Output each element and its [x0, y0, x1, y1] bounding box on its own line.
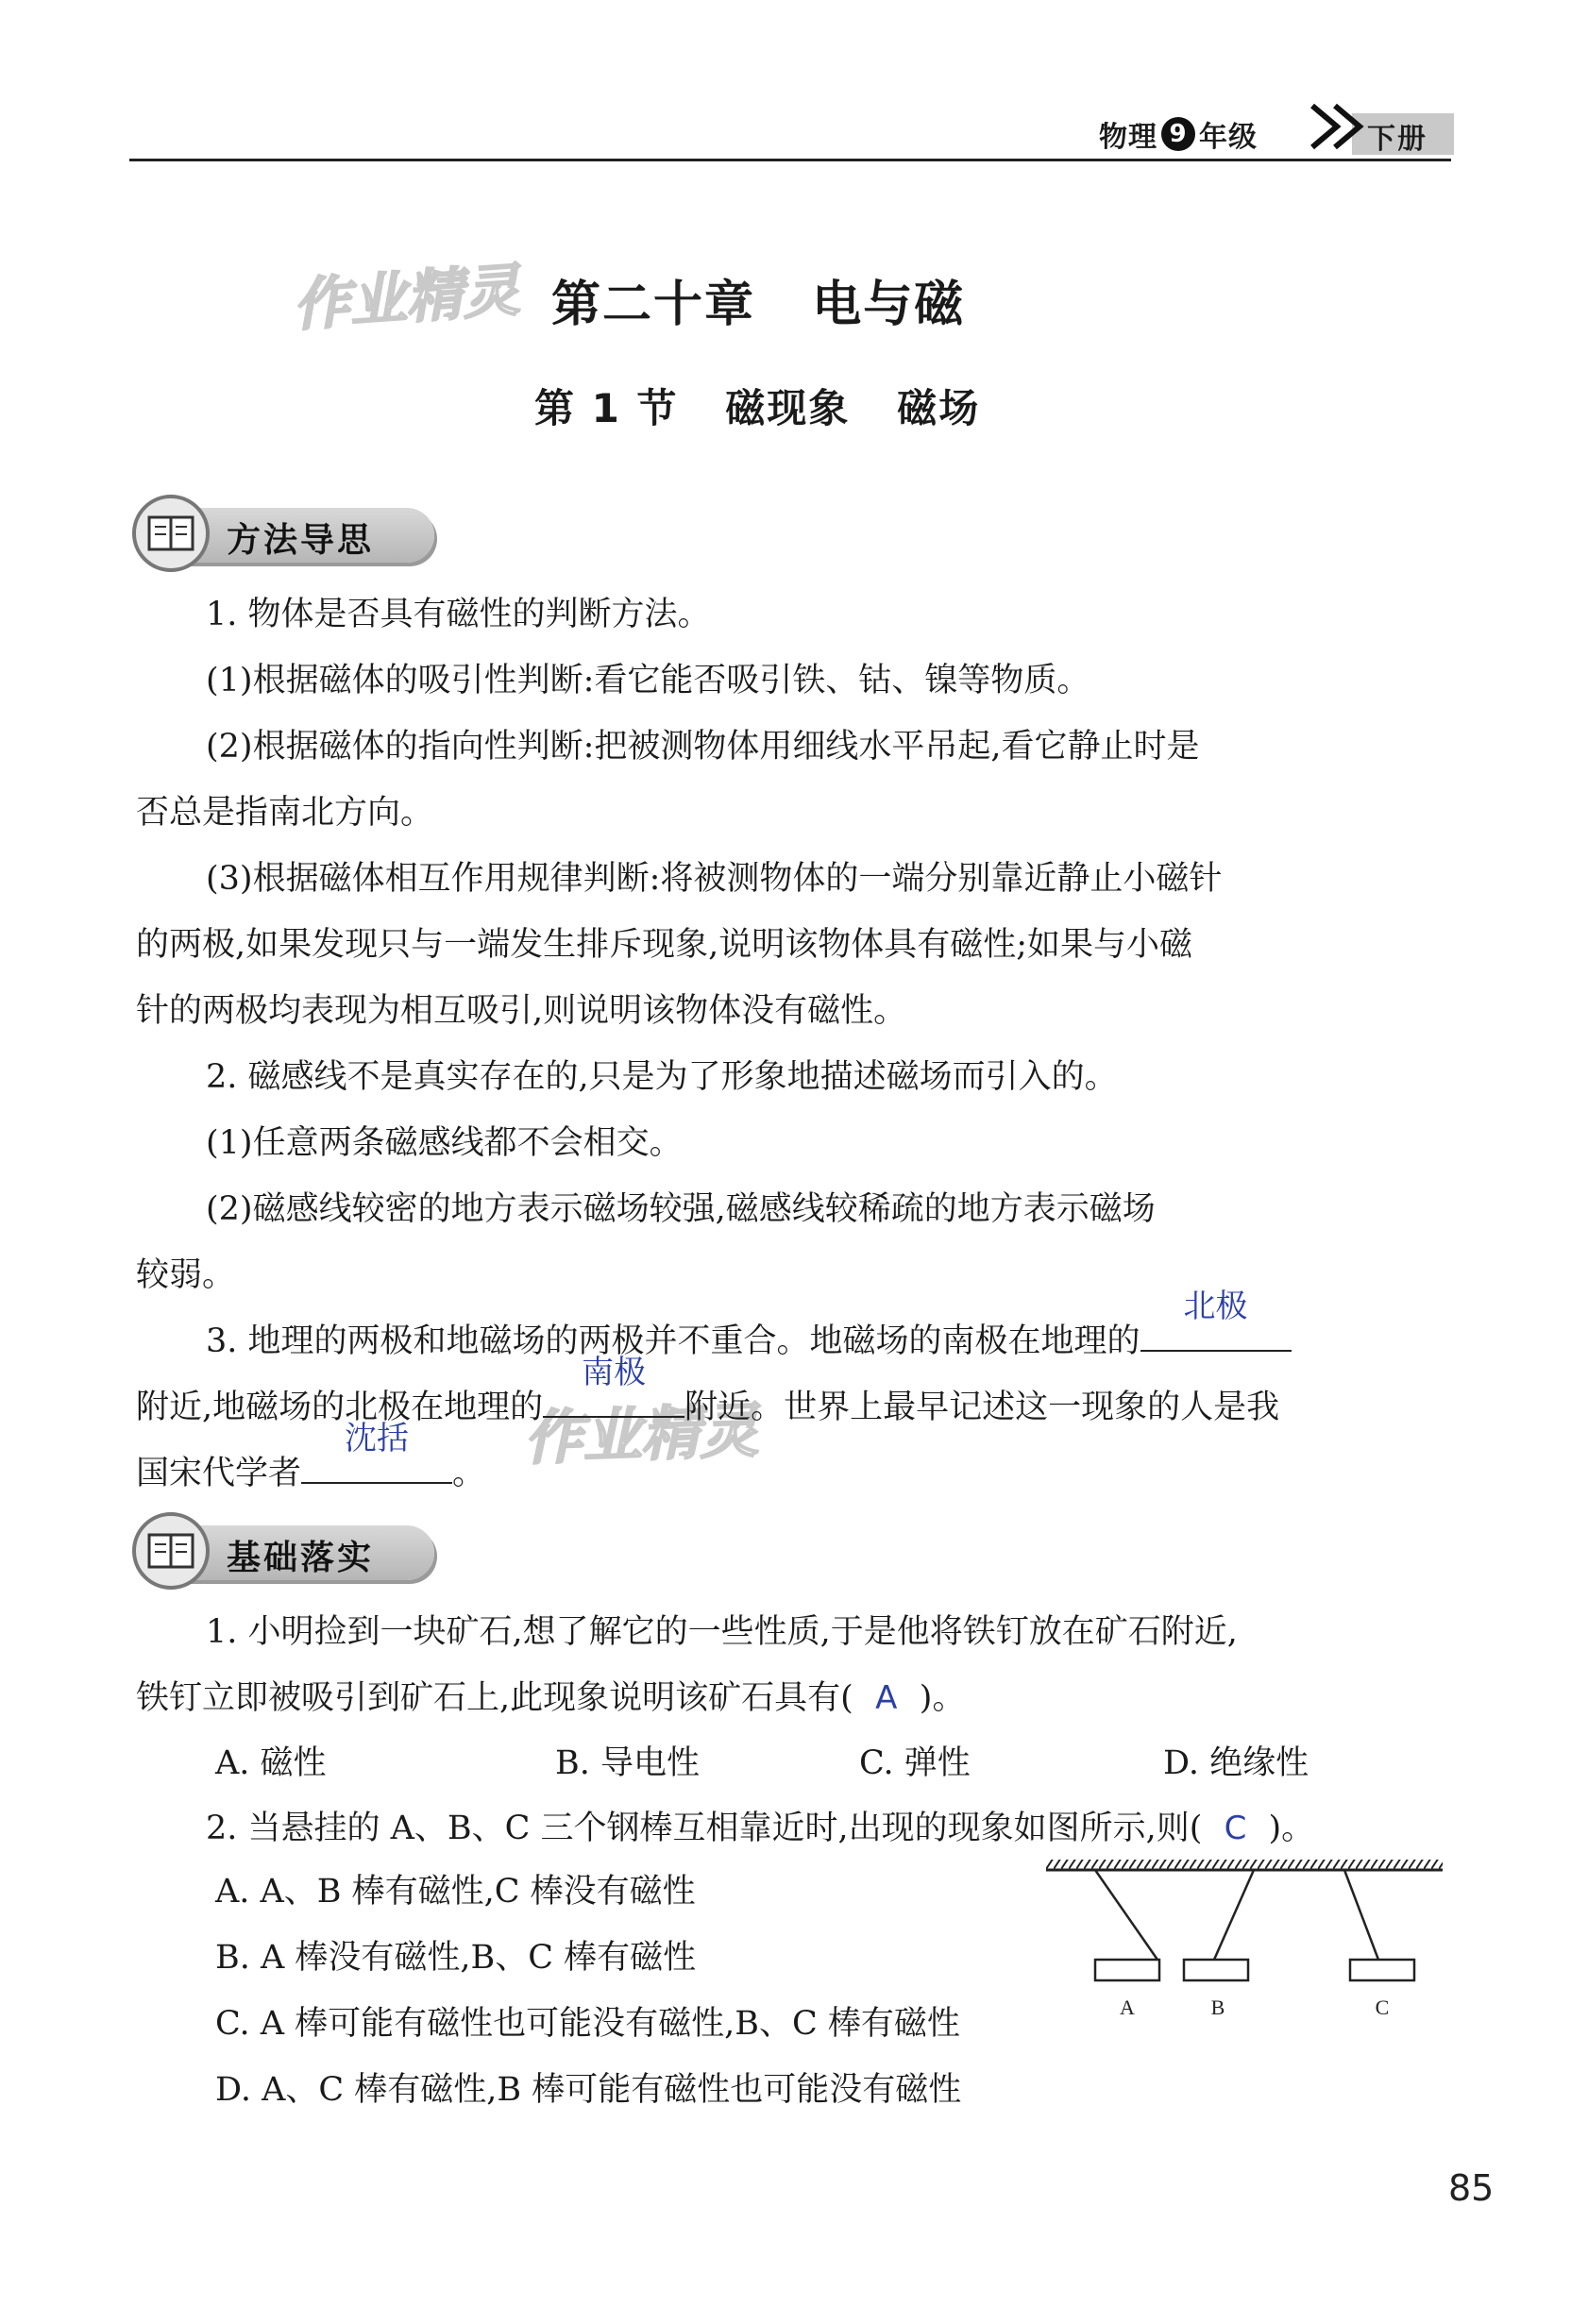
option-a: A. A、B 棒有磁性,C 棒没有磁性 [215, 1873, 696, 1911]
answer-choice[interactable]: C [1224, 1810, 1247, 1847]
section-title: 第 1 节 磁现象 磁场 [534, 385, 981, 431]
question-1 [136, 1599, 1439, 1731]
watermark-logo: 作业精灵 [522, 1395, 760, 1474]
text-line: (2)根据磁体的指向性判断:把被测物体用细线水平吊起,看它静止时是 [206, 728, 1200, 766]
rod-label-b: B [1210, 1996, 1225, 2019]
rod-label-a: A [1120, 1996, 1135, 2019]
header-grade-suffix: 年级 [1199, 121, 1258, 154]
header-divider [129, 159, 1451, 161]
answer-text: 南极 [582, 1354, 647, 1391]
banner-label: 基础落实 [227, 1539, 375, 1577]
answer-blank[interactable] [301, 1420, 452, 1484]
header-volume: 下册 [1367, 123, 1427, 156]
watermark-logo: 作业精灵 [291, 257, 522, 340]
text-line [136, 1665, 1439, 1731]
question-text: 铁钉立即被吸引到矿石上,此现象说明该矿石具有( [136, 1679, 853, 1717]
page-number: 85 [1448, 2167, 1495, 2209]
text-line: 的两极,如果发现只与一端发生排斥现象,说明该物体具有磁性;如果与小磁 [136, 926, 1193, 964]
section-banner-method [132, 491, 444, 576]
option-a: A. 磁性 [215, 1744, 327, 1782]
string-c [1344, 1870, 1378, 1960]
answer-blank[interactable] [1140, 1288, 1292, 1352]
fill-text: 。 [452, 1455, 486, 1492]
option-c: C. A 棒可能有磁性也可能没有磁性,B、C 棒有磁性 [215, 2005, 960, 2043]
banner-label: 方法导思 [227, 521, 375, 560]
hanging-rods-figure [1039, 1858, 1454, 2028]
text-line: (1)根据磁体的吸引性判断:看它能否吸引铁、钴、镍等物质。 [206, 662, 1090, 699]
fill-text: 附近,地磁场的北极在地理的 [136, 1389, 544, 1426]
rod-c [1350, 1960, 1414, 1980]
text-line [136, 1288, 1439, 1374]
fill-text: 附近。世界上最早记述这一现象的人是我 [684, 1389, 1280, 1426]
rod-a [1095, 1960, 1159, 1980]
text-line: 2. 磁感线不是真实存在的,只是为了形象地描述磁场而引入的。 [206, 1058, 1118, 1096]
option-b: B. 导电性 [555, 1744, 700, 1782]
chapter-title: 第二十章 电与磁 [551, 277, 966, 333]
option-d: D. 绝缘性 [1163, 1744, 1309, 1782]
header-subject [1099, 113, 1258, 155]
option-b: B. A 棒没有磁性,B、C 棒有磁性 [215, 1939, 697, 1977]
method-text [136, 581, 1439, 1507]
book-icon [145, 510, 196, 557]
text-line: (1)任意两条磁感线都不会相交。 [206, 1124, 683, 1162]
question-text: )。 [919, 1679, 966, 1717]
text-line: 1. 物体是否具有磁性的判断方法。 [206, 596, 711, 633]
text-line [136, 1795, 1439, 1861]
header-subject-name: 物理 [1099, 121, 1157, 154]
string-b [1214, 1870, 1254, 1960]
rod-b [1184, 1960, 1248, 1980]
grade-badge: 9 [1161, 117, 1195, 151]
text-line: 1. 小明捡到一块矿石,想了解它的一些性质,于是他将铁钉放在矿石附近, [206, 1613, 1238, 1651]
string-a [1095, 1870, 1157, 1960]
text-line: 较弱。 [136, 1256, 236, 1294]
answer-text: 北极 [1183, 1288, 1248, 1325]
answer-choice[interactable]: A [875, 1679, 898, 1717]
rod-label-c: C [1375, 1996, 1390, 2019]
fill-text: 3. 地理的两极和地磁场的两极并不重合。地磁场的南极在地理的 [206, 1322, 1140, 1360]
option-c: C. 弹性 [859, 1744, 971, 1782]
question-text: )。 [1268, 1810, 1315, 1847]
fill-text: 国宋代学者 [136, 1455, 302, 1492]
text-line: (2)磁感线较密的地方表示磁场较强,磁感线较稀疏的地方表示磁场 [206, 1190, 1156, 1228]
question-2 [136, 1795, 1439, 1861]
answer-blank[interactable] [543, 1354, 684, 1418]
answer-text: 沈括 [345, 1420, 410, 1457]
text-line: 否总是指南北方向。 [136, 794, 434, 832]
option-d: D. A、C 棒有磁性,B 棒可能有磁性也可能没有磁性 [215, 2071, 962, 2109]
section-banner-basic [132, 1508, 444, 1593]
book-icon [145, 1527, 196, 1575]
text-line: (3)根据磁体相互作用规律判断:将被测物体的一端分别靠近静止小磁针 [206, 860, 1223, 898]
question-text: 2. 当悬挂的 A、B、C 三个钢棒互相靠近时,出现的现象如图所示,则( [206, 1810, 1203, 1847]
ceiling [1046, 1860, 1443, 1869]
text-line: 针的两极均表现为相互吸引,则说明该物体没有磁性。 [136, 992, 907, 1030]
